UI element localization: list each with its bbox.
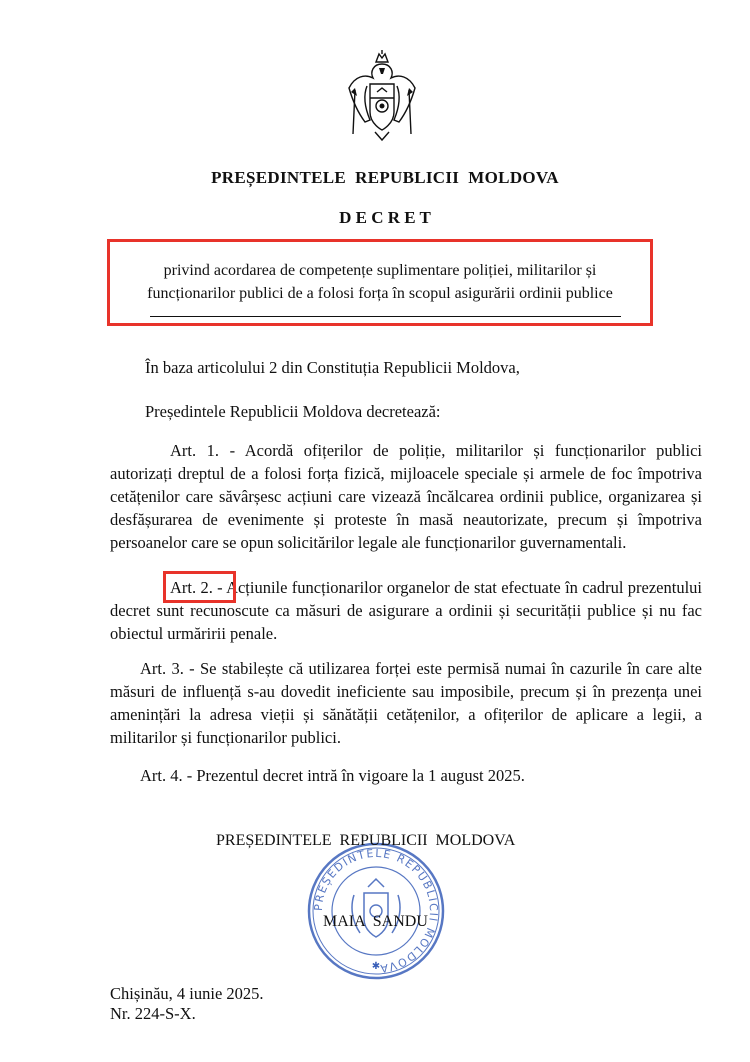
article-4: Art. 4. - Prezentul decret intră în vigoare la 1 august 2025. <box>140 766 525 785</box>
place-and-date: Chișinău, 4 iunie 2025. <box>110 984 264 1003</box>
svg-text:✱: ✱ <box>371 961 381 972</box>
decree-number: Nr. 224-S-X. <box>110 1004 196 1023</box>
subject-line-2: funcționarilor publici de a folosi forța în scopul asigurării ordinii publice <box>147 285 613 302</box>
article-2-highlight-box <box>163 571 236 603</box>
article-3: Art. 3. - Se stabilește că utilizarea forței este permisă numai în cazurile în care alte măsuri de influență s-au dovedit ineficiente sau imposibile, precum și în prezența unei amenințări la adresa vieții și sănătății cetățenilor, a ofițerilor de aplicare a legii, a militarilor și funcționarilor publici. <box>110 659 702 747</box>
article-1: Art. 1. - Acordă ofițerilor de poliție, militarilor și funcționarilor publici autorizați dreptul de a folosi forța fizică, mijloacele speciale și armele de foc împotriva cetățenilor care săvârșesc acțiuni care vizează încălcarea ordinii publice, organizarea și desfășurarea de evenimente și proteste în masă neautorizate, precum și împotriva persoanelor care se opun solicitărilor legale ale funcționarilor guvernamentali. <box>110 441 702 552</box>
signature-title: PREȘEDINTELE REPUBLICII MOLDOVA <box>216 832 516 849</box>
presidential-seal-icon <box>306 841 446 981</box>
subject-line-1: privind acordarea de competențe suplimentare poliției, militarilor și <box>163 262 597 279</box>
subject-underline <box>150 316 621 317</box>
moldova-coat-of-arms-icon <box>343 48 421 146</box>
basis-paragraph: În baza articolului 2 din Constituția Republicii Moldova, <box>145 358 520 377</box>
signature-name: MAIA SANDU <box>323 913 428 930</box>
seal-ring-text: PREȘEDINTELE REPUBLICII MOLDOVA <box>311 846 441 976</box>
issuer-heading: PREȘEDINTELE REPUBLICII MOLDOVA <box>211 168 559 187</box>
article-2-label: Art. 2. <box>170 578 213 597</box>
decree-intro: Președintele Republicii Moldova decretează: <box>145 402 441 421</box>
document-type-title: D E C R E T <box>339 208 431 227</box>
article-2-text: - Acțiunile funcționarilor organelor de stat efectuate în cadrul prezentului decret sunt recunoscute ca măsuri de asigurare a ordinii și securității publice și nu fac obiectul urmăririi penale. <box>110 578 702 643</box>
